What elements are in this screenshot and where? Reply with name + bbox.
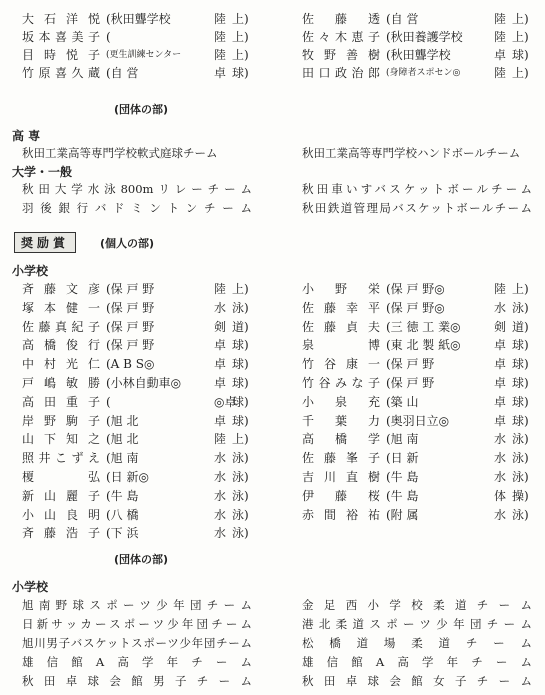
affiliation: (保 戸 野 <box>386 357 435 372</box>
team-section-heading: (団体の部) <box>114 103 169 116</box>
person-name: 塚本健一 <box>22 300 100 315</box>
team-name: 秋田大学水泳800mリレーチーム <box>22 182 252 196</box>
team-name: 秋田車いすバスケットボールチーム <box>302 182 532 196</box>
person-name: 大石洋悦 <box>22 12 100 26</box>
event: 体 <box>494 488 507 503</box>
event: 陸 <box>214 282 227 296</box>
event-suffix: 泳) <box>232 470 249 484</box>
person-name: 竹谷康一 <box>302 357 380 372</box>
event-suffix: 泳) <box>232 507 249 522</box>
event-suffix: 上) <box>232 432 249 447</box>
entry-row <box>302 506 532 524</box>
entry-row <box>22 280 252 298</box>
event-suffix: 上) <box>512 30 529 44</box>
entry-row <box>22 487 252 505</box>
event: 陸 <box>214 48 227 62</box>
person-name: 小野栄 <box>302 282 380 296</box>
affiliation: ( <box>106 394 111 409</box>
affiliation: (秋田養護学校 <box>386 30 463 44</box>
person-name: 竹原喜久蔵 <box>22 66 100 80</box>
entry-row <box>302 430 532 448</box>
category-label-kosen: 高 専 <box>12 129 41 143</box>
affiliation: (小林自動車◎ <box>106 376 182 390</box>
entry-row <box>302 28 532 46</box>
event-suffix: 球) <box>232 394 249 409</box>
team-name: 旭川男子バスケットスポーツ少年団チーム <box>22 636 252 650</box>
event: 陸 <box>494 66 507 80</box>
person-name: 佐藤貞夫 <box>302 319 380 334</box>
entry-row <box>22 468 252 486</box>
entry-row <box>22 430 252 448</box>
event: 卓 <box>494 48 507 62</box>
event: 陸 <box>214 432 227 447</box>
person-name: 竹谷みな子 <box>302 376 380 390</box>
category-label-elementary: 小学校 <box>12 264 49 278</box>
entry-row <box>22 393 252 411</box>
team-name: 秋田工業高等専門学校ハンドボールチーム <box>302 146 521 160</box>
person-name: 伊藤桜 <box>302 488 380 503</box>
event: 卓 <box>494 394 507 409</box>
event: 剣 <box>214 319 227 334</box>
event-suffix: 上) <box>232 30 249 44</box>
entry-row <box>302 318 532 336</box>
entry-row <box>302 412 532 430</box>
affiliation: (保 戸 野 <box>106 338 155 353</box>
person-name: 牧野善樹 <box>302 48 380 62</box>
affiliation: (旭 南 <box>386 432 419 447</box>
team-name: 秋田卓球会館男子チーム <box>22 674 252 688</box>
entry-row <box>302 355 532 373</box>
affiliation: (保 戸 野◎ <box>386 282 445 296</box>
person-name: 小山良明 <box>22 507 100 522</box>
event: 水 <box>494 300 507 315</box>
award-category-title: (個人の部) <box>100 237 155 250</box>
team-name: 松橋道場柔道チーム <box>302 636 532 650</box>
event-suffix: 道) <box>512 319 529 334</box>
affiliation: (保 戸 野 <box>386 376 435 390</box>
event: 卓 <box>214 357 227 372</box>
person-name: 佐藤真紀子 <box>22 319 100 334</box>
event-suffix: 球) <box>232 357 249 372</box>
award-label-box: 奨励賞 <box>14 232 76 253</box>
event-suffix: 上) <box>512 282 529 296</box>
affiliation: (牛 島 <box>106 488 139 503</box>
entry-row <box>302 10 532 28</box>
event: 剣 <box>494 319 507 334</box>
person-name: 田口政治郎 <box>302 66 380 80</box>
event-suffix: 泳) <box>512 451 529 466</box>
affiliation: (保 戸 野 <box>106 319 155 334</box>
person-name: 斉藤浩子 <box>22 526 100 541</box>
event: 水 <box>494 451 507 466</box>
affiliation: ( <box>106 30 111 44</box>
entry-row <box>22 318 252 336</box>
entry-row <box>22 355 252 373</box>
event: 卓 <box>494 338 507 353</box>
event: 陸 <box>494 12 507 26</box>
person-name: 泉博 <box>302 338 380 353</box>
entry-row <box>22 524 252 542</box>
affiliation: (三 徳 工 業◎ <box>386 319 461 334</box>
affiliation: (旭 南 <box>106 451 139 466</box>
event: 陸 <box>494 30 507 44</box>
event: 陸 <box>214 30 227 44</box>
team-name: 港北柔道スポーツ少年団チーム <box>302 617 532 631</box>
event-suffix: 泳) <box>512 470 529 484</box>
affiliation: (日 新 <box>386 451 419 466</box>
entry-row <box>22 299 252 317</box>
event: 水 <box>214 300 227 315</box>
entry-row <box>302 449 532 467</box>
event: 卓 <box>494 413 507 428</box>
person-name: 照井こずえ <box>22 451 100 466</box>
person-name: 山下知之 <box>22 432 100 447</box>
event-suffix: 泳) <box>232 526 249 541</box>
person-name: 高田重子 <box>22 394 100 409</box>
person-name: 吉川直樹 <box>302 470 380 484</box>
person-name: 目時悦子 <box>22 48 100 62</box>
affiliation: (奥羽日立◎ <box>386 413 450 428</box>
team-name: 日新サッカースポーツ少年団チーム <box>22 617 252 631</box>
event-suffix: 球) <box>232 376 249 390</box>
category-label-university: 大学・一般 <box>12 165 73 179</box>
event: 水 <box>494 432 507 447</box>
event-suffix: 上) <box>512 12 529 26</box>
event-suffix: 泳) <box>232 451 249 466</box>
team-name: 雄信館A高学年チーム <box>302 655 532 669</box>
team-name: 雄信館A高学年チーム <box>22 655 252 669</box>
affiliation: (旭 北 <box>106 413 139 428</box>
event: 卓 <box>494 357 507 372</box>
event-suffix: 泳) <box>512 300 529 315</box>
entry-row <box>22 46 252 64</box>
event: 卓 <box>214 413 227 428</box>
entry-row <box>302 299 532 317</box>
affiliation: (秋田聾学校 <box>386 48 451 62</box>
event-suffix: 上) <box>232 282 249 296</box>
event: 水 <box>214 507 227 522</box>
person-name: 佐々木恵子 <box>302 30 380 44</box>
affiliation: (保 戸 野 <box>106 282 155 296</box>
affiliation: (日 新◎ <box>106 470 149 484</box>
entry-row <box>22 374 252 392</box>
affiliation: (東 北 製 紙◎ <box>386 338 461 353</box>
person-name: 戸嶋敏勝 <box>22 376 100 390</box>
person-name: 佐藤峯子 <box>302 451 380 466</box>
affiliation: (八 橋 <box>106 507 139 522</box>
person-name: 佐藤透 <box>302 12 380 26</box>
entry-row <box>302 487 532 505</box>
event-suffix: 球) <box>232 413 249 428</box>
entry-row <box>22 10 252 28</box>
event-suffix: 上) <box>512 66 529 80</box>
team-name: 秋田工業高等専門学校軟式庭球チーム <box>22 146 218 160</box>
entry-row <box>22 64 252 82</box>
affiliation: (旭 北 <box>106 432 139 447</box>
team-name: 羽後銀行バドミントンチーム <box>22 201 252 215</box>
person-name: 中村光仁 <box>22 357 100 372</box>
event-suffix: 球) <box>512 357 529 372</box>
event: 水 <box>214 470 227 484</box>
entry-row <box>302 336 532 354</box>
event-suffix: 泳) <box>232 488 249 503</box>
affiliation: (保 戸 野 <box>106 300 155 315</box>
entry-row <box>22 412 252 430</box>
event-suffix: 球) <box>512 394 529 409</box>
affiliation: (保 戸 野◎ <box>386 300 445 315</box>
event: 卓 <box>214 376 227 390</box>
event-suffix: 操) <box>512 488 529 503</box>
event: ◎卓 <box>214 394 237 409</box>
entry-row <box>22 336 252 354</box>
person-name: 斉藤文彦 <box>22 282 100 296</box>
event-suffix: 泳) <box>512 507 529 522</box>
affiliation: (秋田聾学校 <box>106 12 171 26</box>
affiliation: (下 浜 <box>106 526 139 541</box>
person-name: 千葉力 <box>302 413 380 428</box>
person-name: 高橋学 <box>302 432 380 447</box>
affiliation: (自 営 <box>386 12 419 26</box>
person-name: 榎弘 <box>22 470 100 484</box>
person-name: 坂本喜美子 <box>22 30 100 44</box>
entry-row <box>302 46 532 64</box>
affiliation: (牛 島 <box>386 470 419 484</box>
person-name: 佐藤幸平 <box>302 300 380 315</box>
event-suffix: 球) <box>512 338 529 353</box>
event-suffix: 球) <box>512 376 529 390</box>
event: 水 <box>214 526 227 541</box>
entry-row <box>302 280 532 298</box>
team-name: 秋田卓球会館女子チーム <box>302 674 532 688</box>
event: 水 <box>214 488 227 503</box>
entry-row <box>22 506 252 524</box>
team-section-heading: (団体の部) <box>114 553 169 566</box>
affiliation: (牛 島 <box>386 488 419 503</box>
person-name: 岸野駒子 <box>22 413 100 428</box>
event: 水 <box>494 507 507 522</box>
event: 卓 <box>494 376 507 390</box>
event: 卓 <box>214 338 227 353</box>
person-name: 新山麗子 <box>22 488 100 503</box>
event: 水 <box>494 470 507 484</box>
entry-row <box>22 449 252 467</box>
team-name: 旭南野球スポーツ少年団チーム <box>22 598 252 612</box>
affiliation: (自 営 <box>106 66 139 80</box>
event-suffix: 球) <box>232 66 249 80</box>
entry-row <box>302 468 532 486</box>
event-suffix: 球) <box>512 413 529 428</box>
person-name: 高橋俊行 <box>22 338 100 353</box>
event-suffix: 泳) <box>512 432 529 447</box>
affiliation: (身障者スポセン◎ <box>386 68 461 78</box>
event: 水 <box>214 451 227 466</box>
affiliation: (A B S◎ <box>106 357 155 372</box>
entry-row <box>302 64 532 82</box>
event-suffix: 球) <box>512 48 529 62</box>
entry-row <box>22 28 252 46</box>
event-suffix: 上) <box>232 12 249 26</box>
person-name: 小泉充 <box>302 394 380 409</box>
person-name: 赤間裕祐 <box>302 507 380 522</box>
affiliation: (築 山 <box>386 394 419 409</box>
team-name: 金足西小学校柔道チーム <box>302 598 532 612</box>
event: 卓 <box>214 66 227 80</box>
affiliation: (附 属 <box>386 507 419 522</box>
event-suffix: 泳) <box>232 300 249 315</box>
entry-row <box>302 374 532 392</box>
event-suffix: 球) <box>232 338 249 353</box>
event: 陸 <box>494 282 507 296</box>
event-suffix: 道) <box>232 319 249 334</box>
category-label-elementary: 小学校 <box>12 580 49 594</box>
team-name: 秋田鉄道管理局バスケットボールチーム <box>302 201 532 215</box>
affiliation: (更生訓練センター <box>106 50 182 60</box>
event-suffix: 上) <box>232 48 249 62</box>
event: 陸 <box>214 12 227 26</box>
entry-row <box>302 393 532 411</box>
